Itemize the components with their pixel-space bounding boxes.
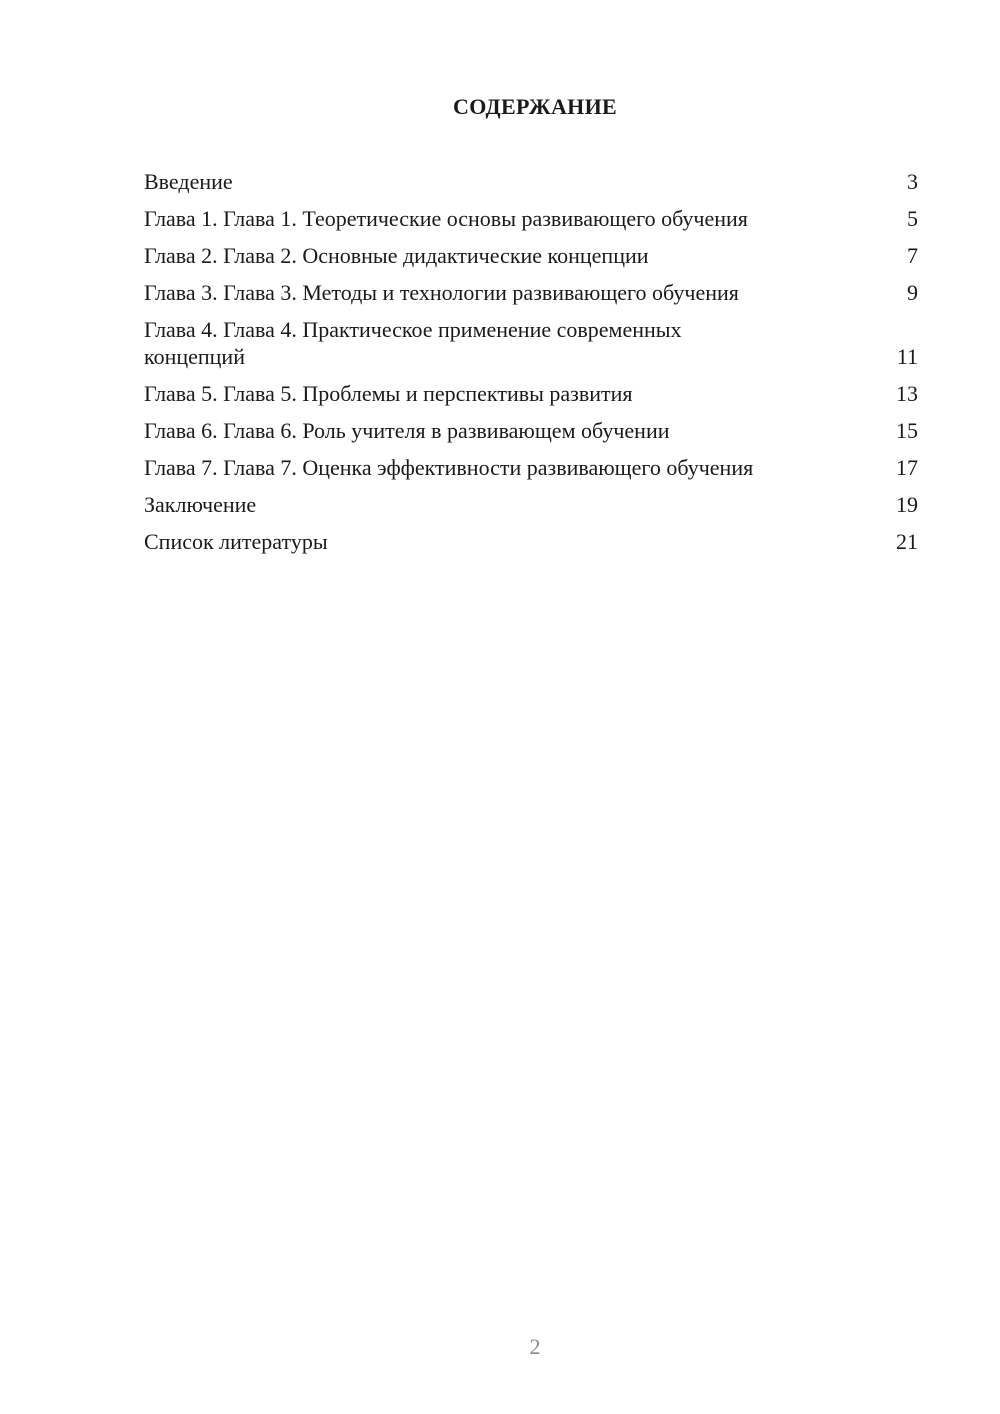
toc-entry-page: 5 [907, 206, 918, 231]
toc-entry-page: 17 [896, 455, 918, 480]
toc-entry-text: Заключение [144, 492, 257, 517]
toc-entry-text: Глава 6. Глава 6. Роль учителя в развивающем обучении [144, 418, 670, 443]
toc-entry-text: Глава 7. Глава 7. Оценка эффективности развивающего обучения [144, 455, 754, 480]
toc-entry-references[interactable] [144, 528, 918, 555]
toc-entry-text: Глава 2. Глава 2. Основные дидактические концепции [144, 243, 649, 268]
toc-entry-page: 7 [907, 243, 918, 268]
toc-entry-text: Глава 1. Глава 1. Теоретические основы развивающего обучения [144, 206, 748, 231]
toc-entry-page: 13 [896, 381, 918, 406]
toc-entry-text: Глава 4. Глава 4. Практическое применение современных концепций [144, 317, 682, 369]
toc-entry-conclusion[interactable] [144, 491, 918, 518]
toc-entry-chapter-2[interactable] [144, 242, 918, 269]
page-number: 2 [529, 1334, 541, 1359]
toc-entry-page: 15 [896, 418, 918, 443]
toc-entry-page: 11 [896, 344, 918, 369]
toc-entry-text: Глава 3. Глава 3. Методы и технологии развивающего обучения [144, 280, 739, 305]
toc-entry-text: Список литературы [144, 529, 328, 554]
toc-entry-chapter-7[interactable] [144, 454, 918, 481]
toc-entry-chapter-6[interactable] [144, 417, 918, 444]
toc-entry-page: 9 [907, 280, 918, 305]
toc-entry-text: Глава 5. Глава 5. Проблемы и перспективы развития [144, 381, 633, 406]
toc-entry-chapter-5[interactable] [144, 380, 918, 407]
toc-entry-chapter-3[interactable] [144, 279, 918, 306]
toc-entry-page: 21 [896, 529, 918, 554]
toc-entry-chapter-1[interactable] [144, 205, 918, 232]
toc-entry-page: 3 [907, 169, 918, 194]
page-title: СОДЕРЖАНИЕ [453, 94, 617, 119]
toc-entry-text: Введение [144, 169, 233, 194]
table-of-contents [144, 168, 918, 565]
toc-entry-chapter-4[interactable] [144, 316, 918, 370]
toc-entry-page: 19 [896, 492, 918, 517]
toc-entry-introduction[interactable] [144, 168, 918, 195]
